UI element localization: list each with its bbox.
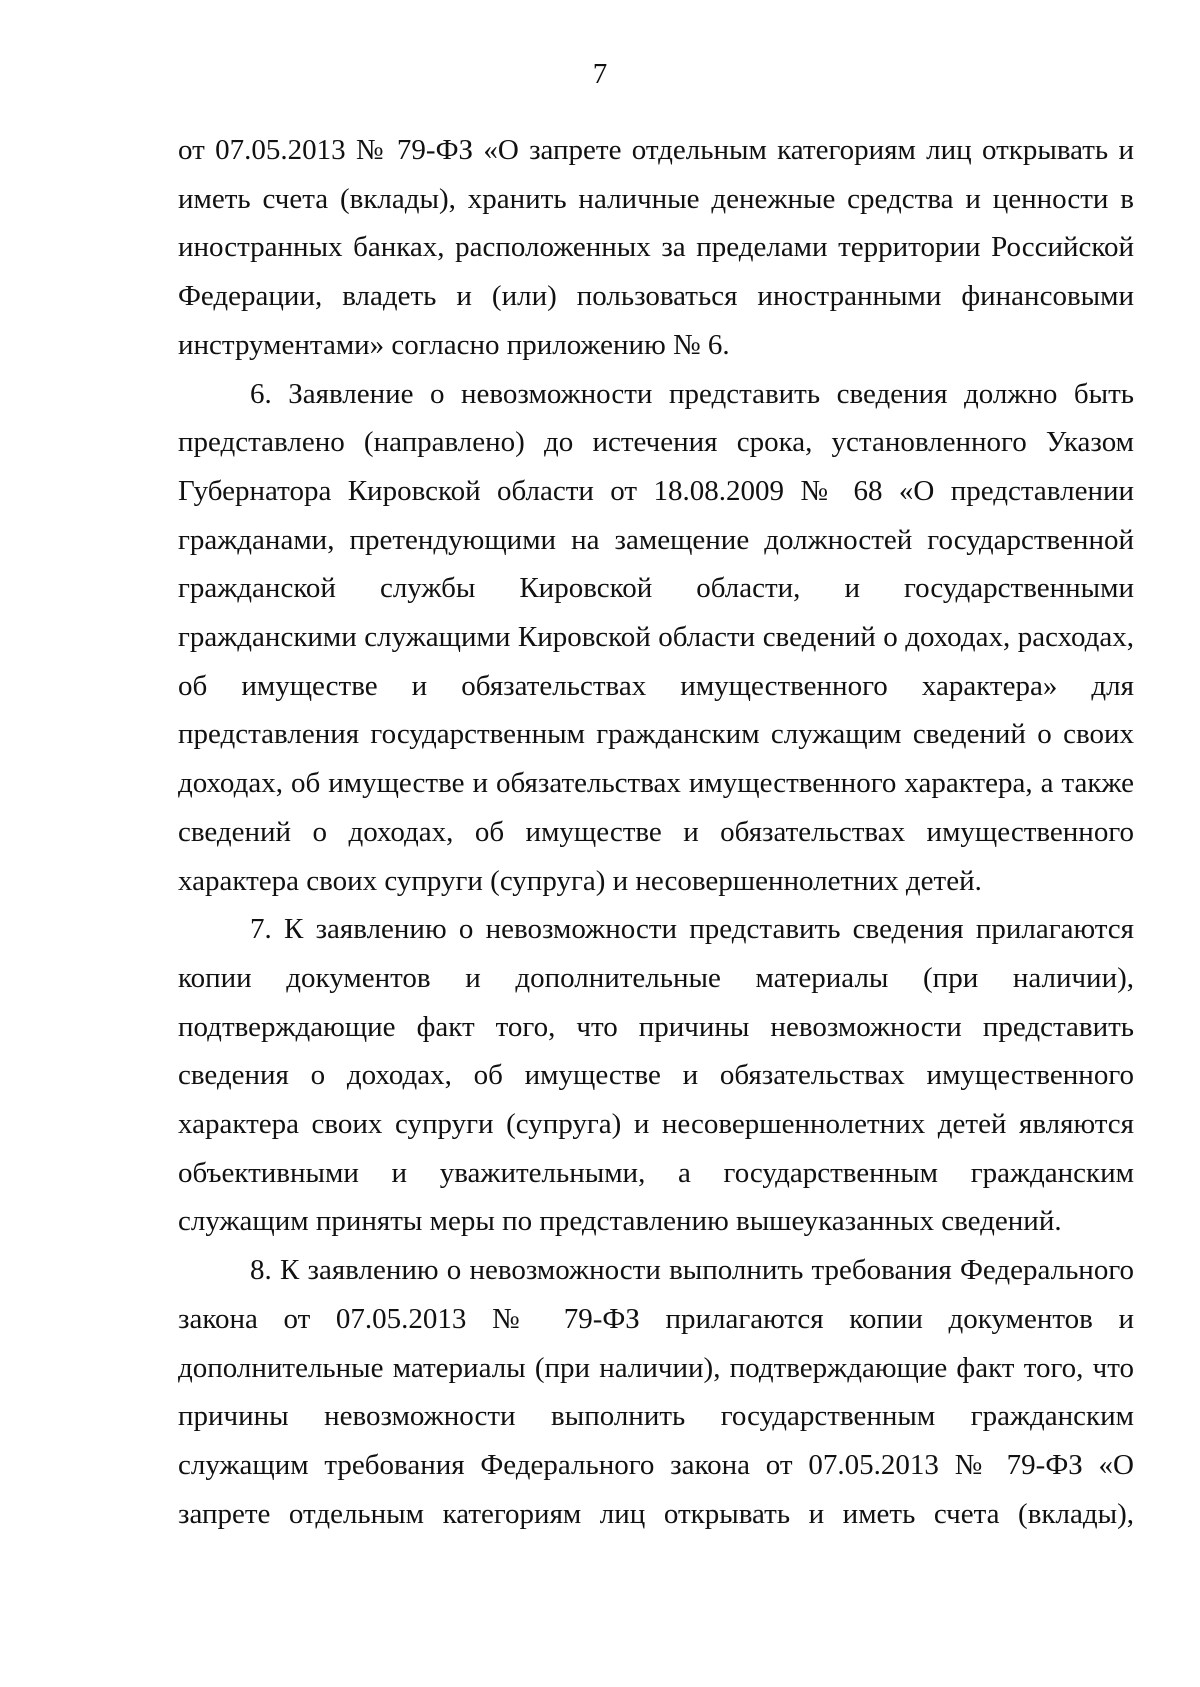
paragraph-7: 7. К заявлению о невозможности представить сведения прилагаются копии документов и дополнительные материалы (при наличии), подтверждающие факт того, что причины невозможности представить сведения о доходах, об имуществе и обязательствах имущественного характера своих супруги (супруга) и несовершеннолетних детей являются объективными и уважительными, а государственным гражданским служащим приняты меры по представлению вышеуказанных сведений. bbox=[178, 913, 1134, 1238]
document-body bbox=[178, 126, 1134, 1538]
page-number: 7 bbox=[592, 58, 608, 90]
paragraph-8: 8. К заявлению о невозможности выполнить требования Федерального закона от 07.05.2013 № 79-ФЗ прилагаются копии документов и дополнительные материалы (при наличии), подтверждающие факт того, что причины невозможности выполнить государственным гражданским служащим требования Федерального закона от 07.05.2013 № 79-ФЗ «О запрете отдельным категориям лиц открывать и иметь счета (вклады), bbox=[178, 1254, 1134, 1530]
paragraph-6: 6. Заявление о невозможности представить сведения должно быть представлено (направлено) до истечения срока, установленного Указом Губернатора Кировской области от 18.08.2009 № 68 «О представлении гражданами, претендующими на замещение должностей государственной гражданской службы Кировской области, и государственными гражданскими служащими Кировской области сведений о доходах, расходах, об имуществе и обязательствах имущественного характера» для представления государственным гражданским служащим сведений о своих доходах, об имуществе и обязательствах имущественного характера, а также сведений о доходах, об имуществе и обязательствах имущественного характера своих супруги (супруга) и несовершеннолетних детей. bbox=[178, 377, 1134, 897]
paragraph-continuation: от 07.05.2013 № 79-ФЗ «О запрете отдельным категориям лиц открывать и иметь счета (вклады), хранить наличные денежные средства и ценности в иностранных банках, расположенных за пределами территории Российской Федерации, владеть и (или) пользоваться иностранными финансовыми инструментами» согласно приложению № 6. bbox=[178, 134, 1134, 361]
